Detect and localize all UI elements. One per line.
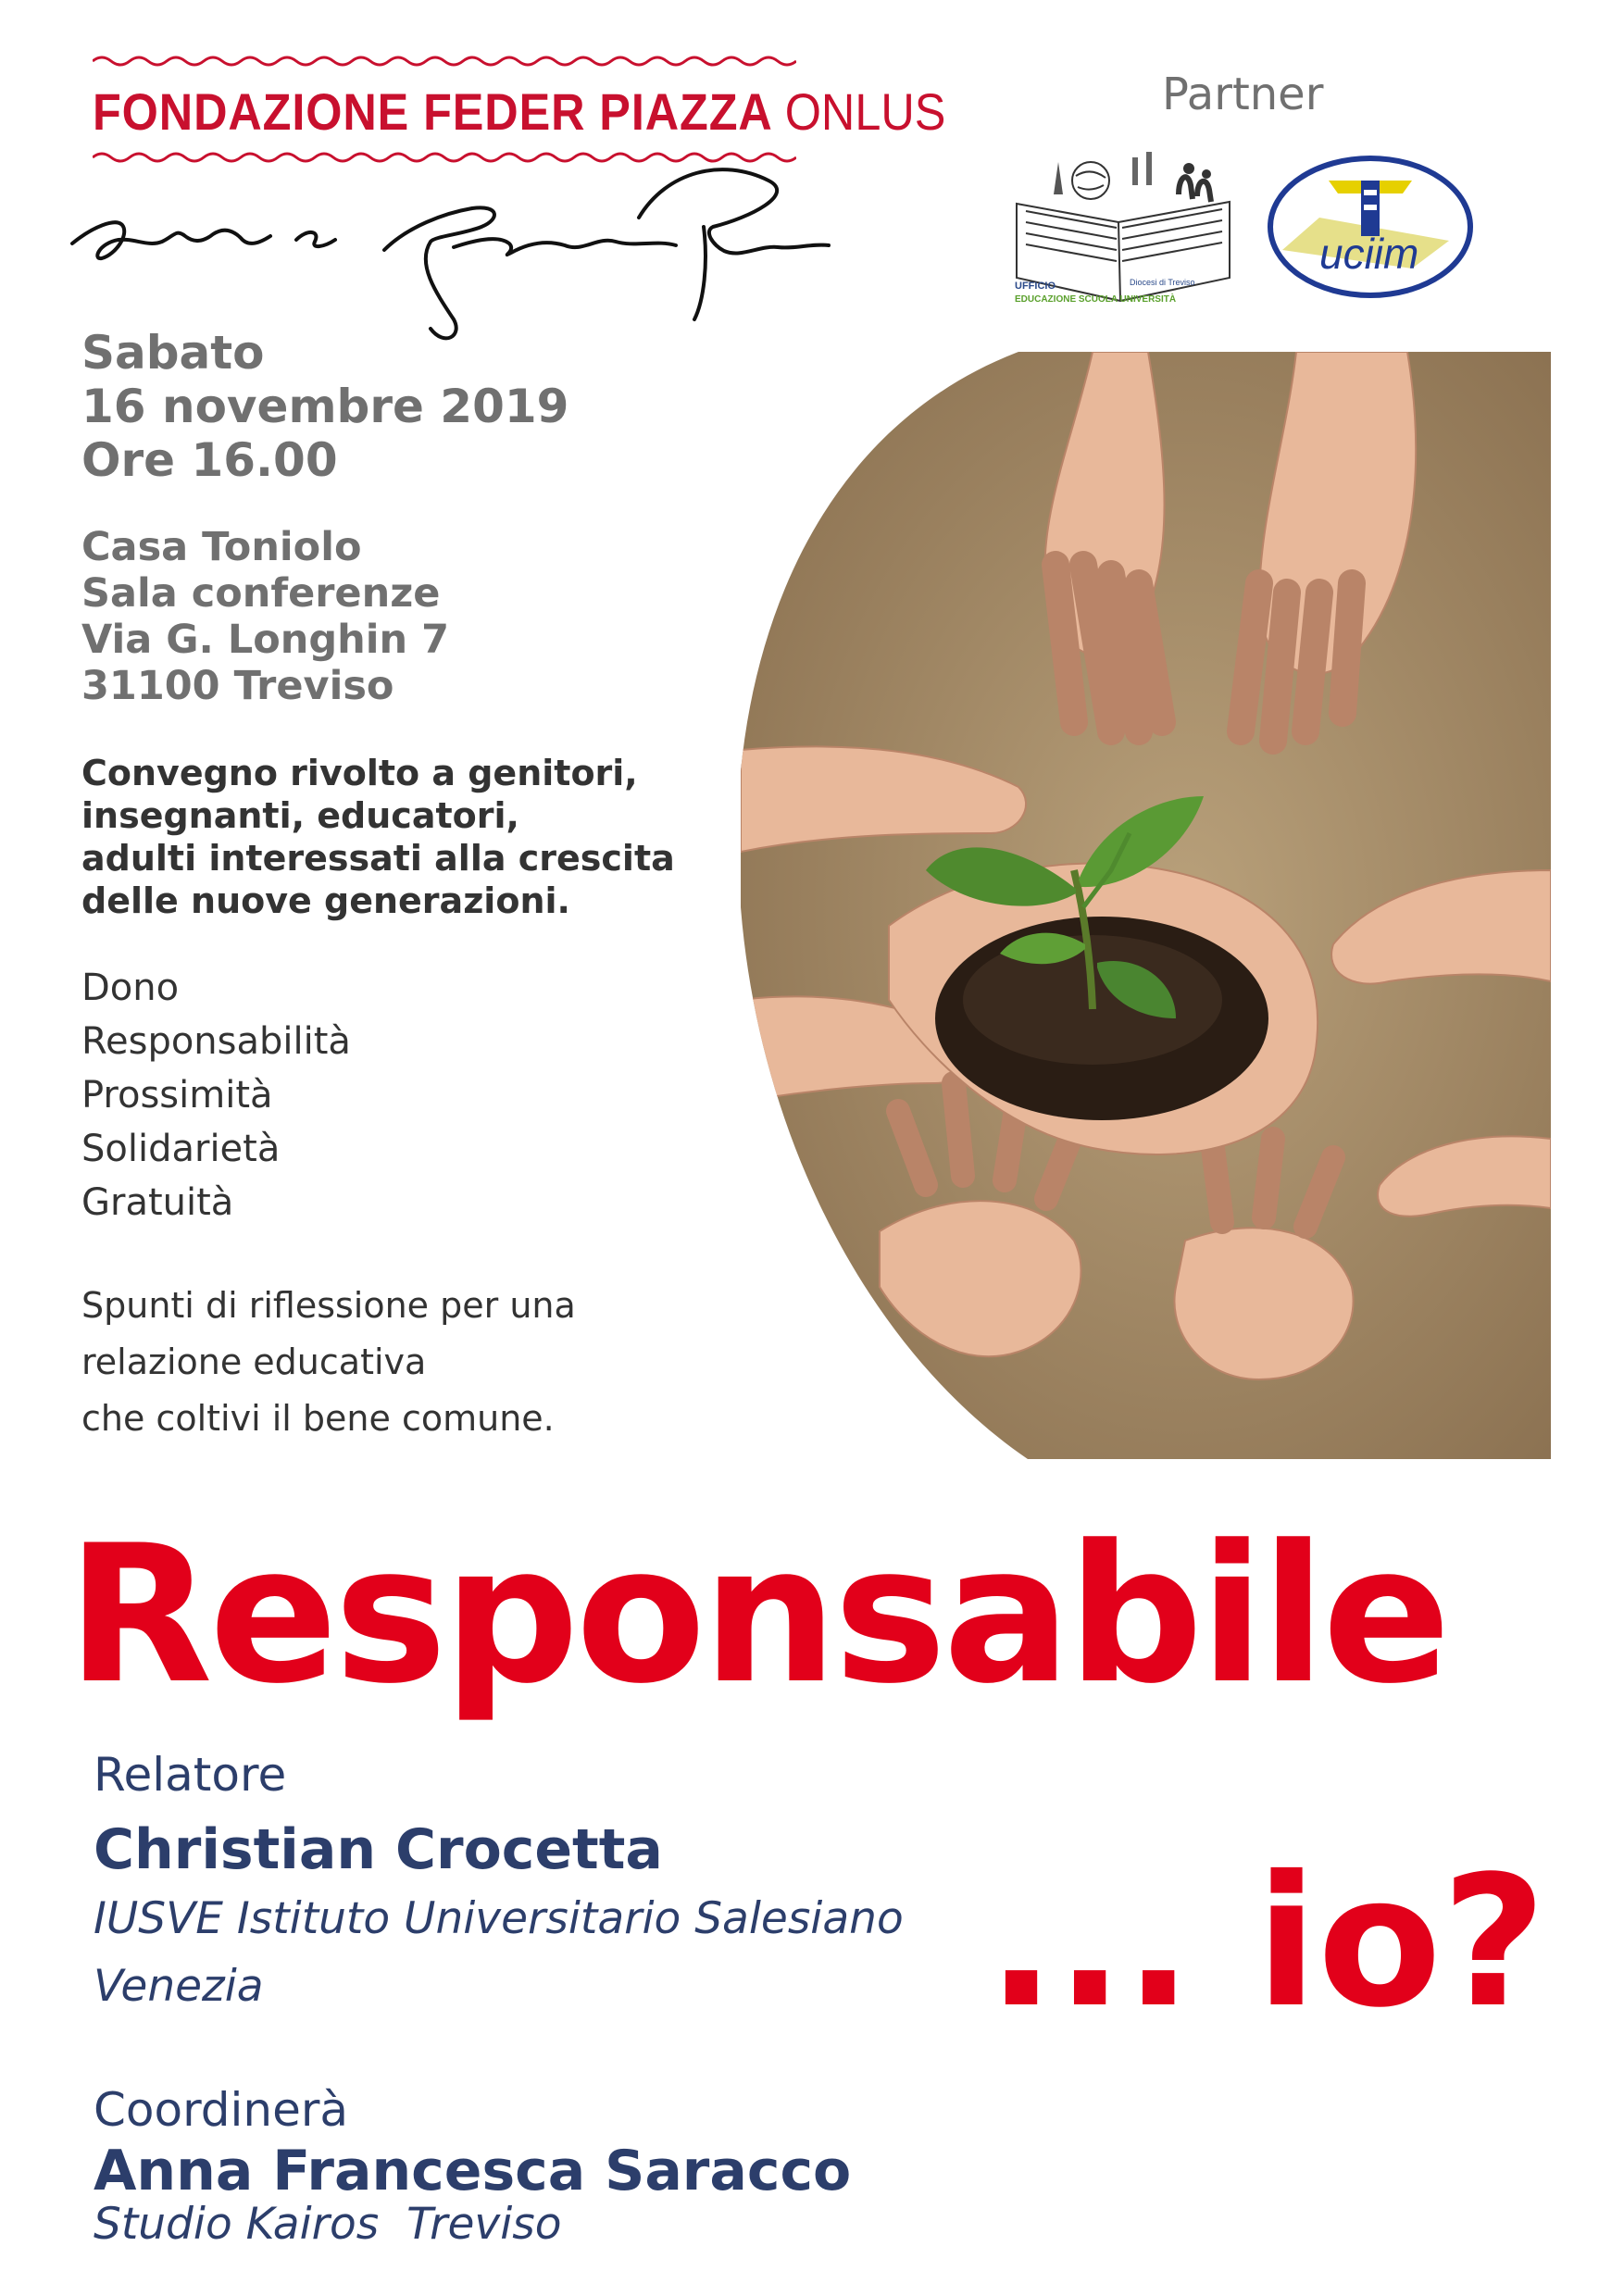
partner-label: Partner <box>1162 69 1324 120</box>
partner2-name: uciim <box>1319 230 1419 278</box>
coordinator-affiliation: Studio Kairos Treviso <box>94 2199 562 2250</box>
lighthouse-logo-icon <box>1264 153 1477 301</box>
main-title: Responsabile <box>67 1505 1448 1726</box>
venue-line: Via G. Longhin 7 <box>81 617 450 663</box>
venue-line: 31100 Treviso <box>81 663 394 709</box>
event-datetime <box>81 326 568 487</box>
partner1-line1: UFFICIO <box>1015 281 1056 292</box>
audience-line: Convegno rivolto a genitori, <box>81 753 638 793</box>
values-list <box>81 961 351 1229</box>
relatore-affiliation-2: Venezia <box>94 1961 264 2012</box>
audience-line: insegnanti, educatori, <box>81 795 519 836</box>
audience-line: adulti interessati alla crescita <box>81 838 675 879</box>
relatore-label: Relatore <box>94 1748 287 1802</box>
partner1-diocese: Diocesi di Treviso <box>1130 278 1195 287</box>
value-item: Solidarietà <box>81 1128 281 1170</box>
audience-line: delle nuove generazioni. <box>81 880 570 921</box>
coordinator-name: Anna Francesca Saracco <box>94 2139 852 2203</box>
value-item: Responsabilità <box>81 1020 351 1063</box>
title-tail: ... io? <box>987 1837 1547 2047</box>
value-item: Dono <box>81 967 180 1009</box>
hands-seedling-photo <box>741 352 1551 1459</box>
relatore-affiliation-1: IUSVE Istituto Universitario Salesiano <box>94 1893 904 1944</box>
event-day: Sabato <box>81 326 265 380</box>
partner-logo-uciim <box>1264 153 1477 301</box>
reflection-line: relazione educativa <box>81 1341 427 1382</box>
value-item: Gratuità <box>81 1181 234 1224</box>
event-audience <box>81 752 675 922</box>
event-venue <box>81 524 449 709</box>
relatore-name: Christian Crocetta <box>94 1817 663 1882</box>
foundation-logo <box>65 46 946 324</box>
photo-illustration <box>741 352 1551 1459</box>
coordinator-label: Coordinerà <box>94 2083 349 2137</box>
reflection-line: che coltivi il bene comune. <box>81 1398 555 1439</box>
book-logo-icon <box>1007 139 1239 315</box>
venue-line: Casa Toniolo <box>81 524 362 570</box>
value-item: Prossimità <box>81 1074 273 1117</box>
logo-wave-top <box>93 54 796 69</box>
event-date: 16 novembre 2019 <box>81 380 569 433</box>
venue-line: Sala conferenze <box>81 570 441 617</box>
event-time: Ore 16.00 <box>81 433 338 487</box>
reflection-line: Spunti di riflessione per una <box>81 1285 576 1326</box>
partner1-line2: EDUCAZIONE SCUOLA UNIVERSITÀ <box>1015 294 1177 305</box>
partner-logo-ufficio <box>1007 139 1239 315</box>
foundation-name: FONDAZIONE FEDER PIAZZA ONLUS <box>93 82 946 141</box>
foundation-suffix: ONLUS <box>784 82 946 141</box>
reflection-text <box>81 1278 576 1447</box>
